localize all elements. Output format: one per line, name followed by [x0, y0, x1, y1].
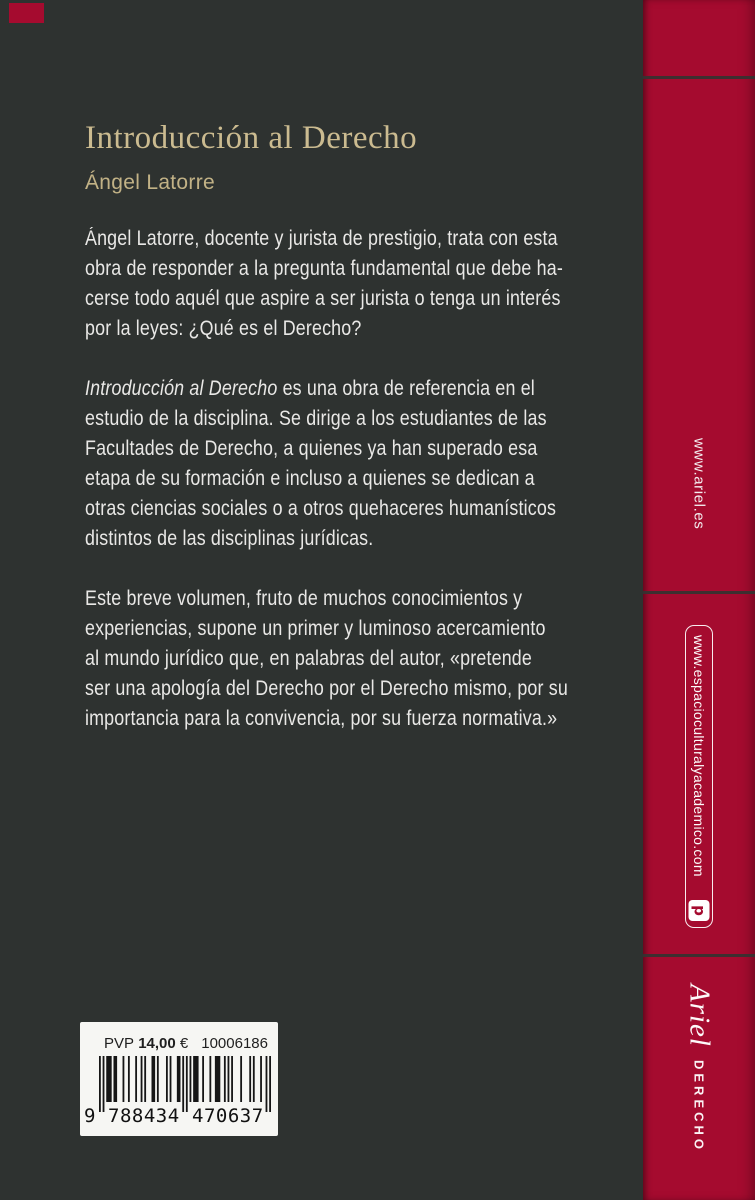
band-divider	[643, 76, 755, 79]
espacio-cultural-frame	[685, 625, 713, 928]
synopsis-paragraph	[85, 374, 568, 554]
ariel-logotype: Ariel	[683, 984, 716, 1047]
book-title: Introducción al Derecho	[85, 120, 418, 156]
planeta-p-icon: p	[690, 905, 709, 916]
text-line: importancia para la convivencia, por su fuerza normativa.»	[85, 707, 558, 730]
price-row	[104, 1035, 268, 1052]
spine-band	[643, 0, 755, 1200]
synopsis-paragraph	[85, 584, 568, 734]
book-author: Ángel Latorre	[85, 171, 215, 194]
espacio-cultural-url: www.espacioculturalyacademico.com	[691, 635, 707, 877]
ean-barcode-icon	[99, 1056, 271, 1112]
ean-digits: 9 788434 470637	[84, 1105, 264, 1127]
text-line: Este breve volumen, fruto de muchos conocimientos y	[85, 587, 523, 610]
text-line: etapa de su formación e incluso a quienes se dedican a	[85, 467, 535, 490]
text-line: cerse todo aquél que aspire a ser jurista o tenga un interés	[85, 287, 561, 310]
text-line: distintos de las disciplinas jurídicas.	[85, 527, 374, 550]
synopsis-text	[85, 224, 568, 764]
text-line: Ángel Latorre, docente y jurista de prestigio, trata con esta	[85, 227, 558, 250]
text-line: ser una apología del Derecho por el Derecho mismo, por su	[85, 677, 568, 700]
text-line: Facultades de Derecho, a quienes ya han superado esa	[85, 437, 538, 460]
text-line: al mundo jurídico que, en palabras del autor, «pretende	[85, 647, 532, 670]
text-line: estudio de la disciplina. Se dirige a los estudiantes de las	[85, 407, 547, 430]
text-line: por la leyes: ¿Qué es el Derecho?	[85, 317, 362, 340]
planeta-logo	[689, 900, 710, 921]
price-value: PVP 14,00 €	[104, 1035, 189, 1052]
ariel-website-url: www.ariel.es	[690, 438, 708, 530]
text-line: otras ciencias sociales o a otros quehaceres humanísticos	[85, 497, 557, 520]
band-divider	[643, 591, 755, 594]
barcode-label	[80, 1022, 278, 1136]
synopsis-paragraph	[85, 224, 568, 344]
product-code: 10006186	[201, 1035, 268, 1052]
text-line: obra de responder a la pregunta fundamental que debe ha-	[85, 257, 563, 280]
text-line: Introducción al Derecho es una obra de referencia en el	[85, 377, 535, 400]
collection-name: DERECHO	[691, 1060, 707, 1154]
band-divider	[643, 954, 755, 957]
ariel-corner-mark	[9, 3, 44, 23]
text-line: experiencias, supone un primer y luminoso acercamiento	[85, 617, 546, 640]
